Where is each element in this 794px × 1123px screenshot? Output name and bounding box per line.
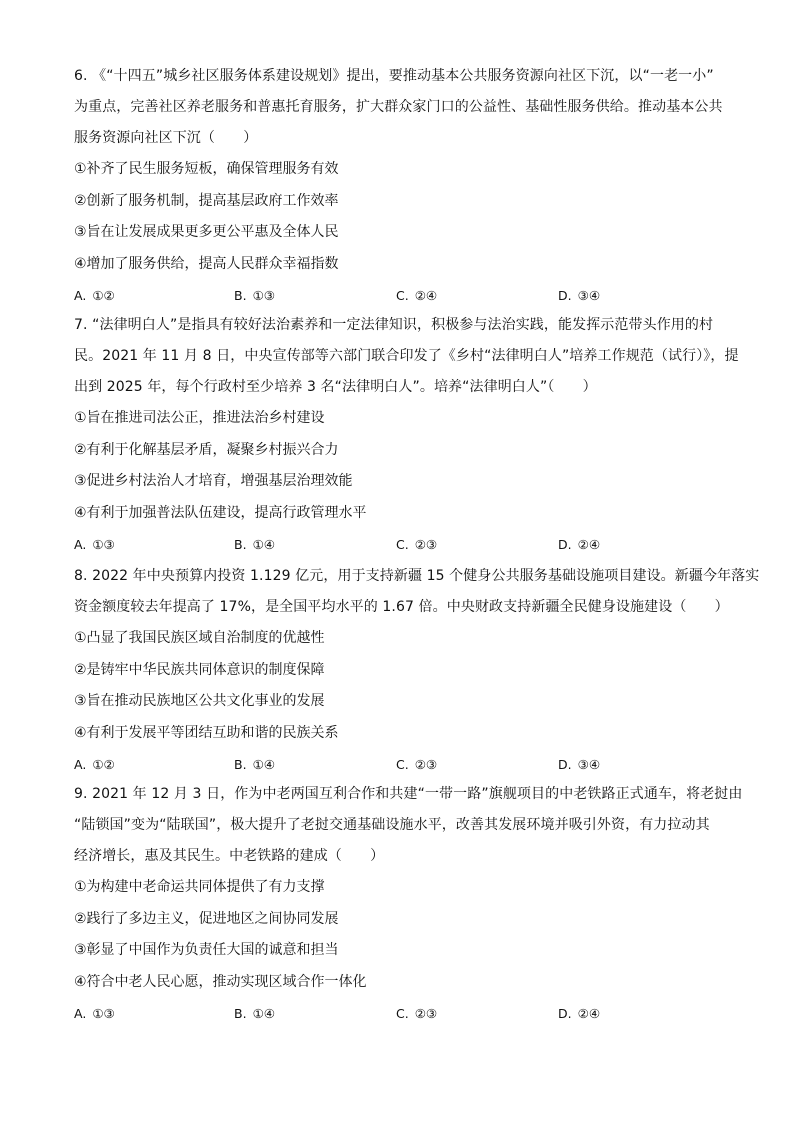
statement-option: ③彰显了中国作为负责任大国的诚意和担当 bbox=[74, 942, 339, 958]
question-stem-line: 为重点，完善社区养老服务和普惠托育服务，扩大群众家门口的公益性、基础性服务供给。推动基本公共 bbox=[74, 99, 723, 115]
statement-option: ②践行了多边主义，促进地区之间协同发展 bbox=[74, 910, 339, 927]
statement-option: ①补齐了民生服务短板，确保管理服务有效 bbox=[74, 161, 339, 177]
question-stem-line: 资金额度较去年提高了 17%，是全国平均水平的 1.67 倍。中央财政支持新疆全民健身设施建设（ ） bbox=[74, 599, 729, 615]
answer-choice-b[interactable]: B. ①④ bbox=[234, 1006, 275, 1021]
question-stem-line: 8. 2022 年中央预算内投资 1.129 亿元，用于支持新疆 15 个健身公共服务基础设施项目建设。新疆今年落实 bbox=[74, 568, 760, 584]
question-stem-line: 服务资源向社区下沉（ ） bbox=[74, 130, 258, 146]
answer-choice-d[interactable]: D. ②④ bbox=[558, 537, 601, 552]
answer-choices bbox=[74, 998, 724, 1029]
question-7 bbox=[74, 310, 739, 560]
question-6 bbox=[74, 61, 724, 311]
statement-option: ③旨在推动民族地区公共文化事业的发展 bbox=[74, 693, 325, 709]
question-stem-line: 7. “法律明白人”是指具有较好法治素养和一定法律知识，积极参与法治实践，能发挥示范带头作用的村 bbox=[74, 317, 714, 333]
answer-choices bbox=[74, 529, 724, 560]
answer-choice-a[interactable]: A. ①③ bbox=[74, 1006, 115, 1021]
answer-choice-c[interactable]: C. ②③ bbox=[396, 537, 438, 552]
question-8 bbox=[74, 561, 760, 780]
statement-option: ④增加了服务供给，提高人民群众幸福指数 bbox=[74, 255, 339, 272]
answer-choice-d[interactable]: D. ③④ bbox=[558, 757, 601, 772]
answer-choices bbox=[74, 280, 724, 311]
statement-option: ①为构建中老命运共同体提供了有力支撑 bbox=[74, 879, 325, 895]
answer-choice-a[interactable]: A. ①② bbox=[74, 757, 115, 772]
answer-choice-a[interactable]: A. ①③ bbox=[74, 537, 115, 552]
answer-choices bbox=[74, 749, 724, 780]
statement-option: ②是铸牢中华民族共同体意识的制度保障 bbox=[74, 661, 325, 678]
question-stem-line: 9. 2021 年 12 月 3 日，作为中老两国互利合作和共建“一带一路”旗舰项目的中老铁路正式通车，将老挝由 bbox=[74, 786, 743, 802]
answer-choice-c[interactable]: C. ②③ bbox=[396, 1006, 438, 1021]
statement-option: ②有利于化解基层矛盾，凝聚乡村振兴合力 bbox=[74, 441, 339, 458]
statement-option: ①凸显了我国民族区域自治制度的优越性 bbox=[74, 630, 325, 646]
statement-option: ④有利于发展平等团结互助和谐的民族关系 bbox=[74, 724, 339, 741]
statement-option: ④符合中老人民心愿，推动实现区域合作一体化 bbox=[74, 973, 367, 990]
question-stem-line: “陆锁国”变为“陆联国”，极大提升了老挝交通基础设施水平，改善其发展环境并吸引外资，有力拉动其 bbox=[74, 817, 710, 833]
answer-choice-c[interactable]: C. ②④ bbox=[396, 288, 438, 303]
question-stem-line: 民。2021 年 11 月 8 日，中央宣传部等六部门联合印发了《乡村“法律明白人”培养工作规范（试行）》，提 bbox=[74, 348, 739, 364]
answer-choice-a[interactable]: A. ①② bbox=[74, 288, 115, 303]
question-9 bbox=[74, 779, 743, 1029]
answer-choice-c[interactable]: C. ②③ bbox=[396, 757, 438, 772]
statement-option: ④有利于加强普法队伍建设，提高行政管理水平 bbox=[74, 504, 367, 521]
answer-choice-d[interactable]: D. ②④ bbox=[558, 1006, 601, 1021]
statement-option: ①旨在推进司法公正，推进法治乡村建设 bbox=[74, 410, 325, 426]
statement-option: ③旨在让发展成果更多更公平惠及全体人民 bbox=[74, 224, 339, 240]
answer-choice-b[interactable]: B. ①④ bbox=[234, 757, 275, 772]
answer-choice-d[interactable]: D. ③④ bbox=[558, 288, 601, 303]
statement-option: ②创新了服务机制，提高基层政府工作效率 bbox=[74, 192, 339, 209]
statement-option: ③促进乡村法治人才培育，增强基层治理效能 bbox=[74, 473, 353, 489]
question-stem-line: 出到 2025 年，每个行政村至少培养 3 名“法律明白人”。培养“法律明白人”（ ） bbox=[74, 379, 597, 395]
question-stem-line: 6. 《“十四五”城乡社区服务体系建设规划》提出，要推动基本公共服务资源向社区下沉，以“一老一小” bbox=[74, 68, 714, 84]
answer-choice-b[interactable]: B. ①③ bbox=[234, 288, 275, 303]
question-stem-line: 经济增长，惠及其民生。中老铁路的建成（ ） bbox=[74, 848, 385, 864]
answer-choice-b[interactable]: B. ①④ bbox=[234, 537, 275, 552]
